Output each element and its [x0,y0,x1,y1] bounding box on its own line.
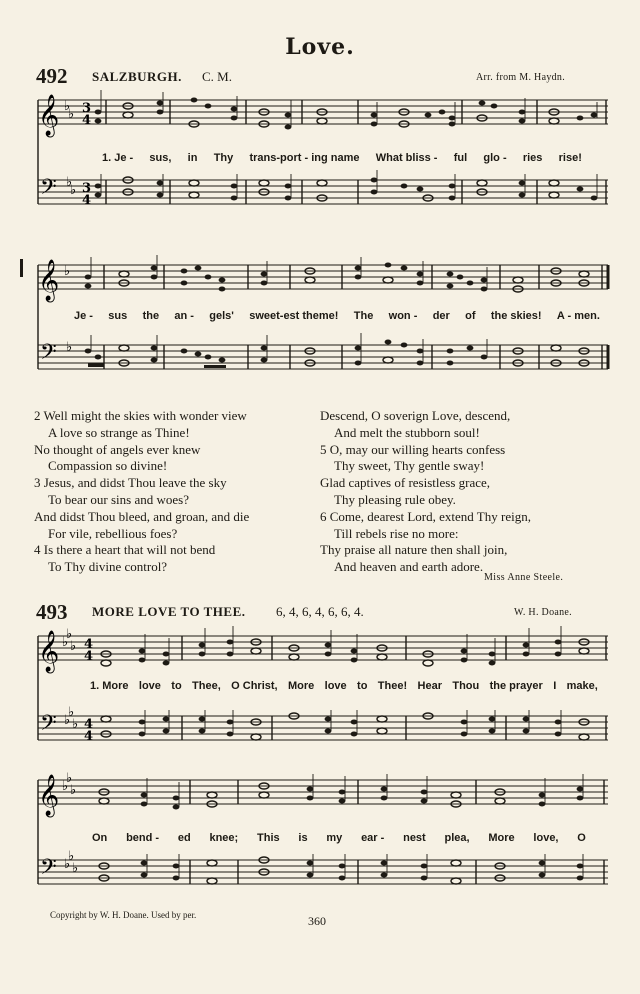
lyrics-492-line2 [74,310,600,322]
lyric-syllable: sweet-est theme! [249,310,339,322]
lyric-syllable: More [287,680,315,692]
lyric-syllable: ed [177,832,191,844]
lyric-syllable: to [171,680,182,692]
verse-line: No thought of angels ever knew [34,441,201,457]
svg-text:4: 4 [84,729,94,744]
lyric-syllable: A - men. [556,310,600,322]
lyric-syllable: is [298,832,308,844]
lyric-syllable: Thy [213,152,234,164]
svg-text:♭: ♭ [62,635,69,650]
svg-text:♭: ♭ [66,627,73,642]
section-title: Love. [285,34,355,60]
svg-text:♭: ♭ [66,340,73,355]
composer-492: Arr. from M. Haydn. [476,72,566,83]
lyric-syllable: trans-port - ing name [249,152,360,164]
svg-text:♭: ♭ [70,783,77,798]
svg-text:4: 4 [82,193,92,208]
verse-line: Descend, O soverign Love, descend, [320,408,511,423]
svg-text:♭: ♭ [72,861,79,876]
svg-text:♭: ♭ [64,99,71,114]
verse-line: Compassion so divine! [48,458,168,474]
verse-line: And didst Thou bleed, and groan, and die [34,508,250,524]
lyric-syllable: The [353,310,374,322]
verse-line: 2 Well might the skies with wonder view [34,408,247,423]
lyric-syllable: nest [403,832,426,844]
lyric-syllable: knee; [209,832,239,844]
svg-text:𝄢: 𝄢 [40,175,57,205]
lyric-syllable: sus, [149,152,172,164]
svg-text:♭: ♭ [68,849,75,864]
author-492: Miss Anne Steele. [484,572,564,583]
verse-line: To bear our sins and woes? [48,491,189,507]
verse-line: 6 Come, dearest Lord, extend Thy reign, [320,508,531,524]
verse-line: To Thy divine control? [48,559,168,575]
lyric-syllable: der [432,310,450,322]
svg-text:4: 4 [84,717,94,732]
composer-493: W. H. Doane. [514,607,572,618]
lyric-syllable: an - [174,310,194,322]
lyric-syllable: Thee! [377,680,408,692]
lyric-syllable: More [488,832,515,844]
lyric-syllable: the prayer [489,680,543,692]
lyric-syllable: Thou [452,680,480,692]
svg-text:♭: ♭ [62,779,69,794]
verse-line: 4 Is there a heart that will not bend [34,542,216,558]
tune-name-493: MORE LOVE TO THEE. [92,604,246,619]
copyright-notice: Copyright by W. H. Doane. Used by per. [50,910,197,920]
verses-492-right [320,408,531,576]
lyric-syllable: to [357,680,368,692]
lyric-syllable: the skies! [490,310,542,322]
page-number: 360 [308,914,326,928]
lyric-syllable: Hear [417,680,442,692]
music-system-493-1 [32,626,612,766]
svg-text:𝄞: 𝄞 [38,631,60,672]
lyric-syllable: I [553,680,557,692]
verse-line: For vile, rebellious foes? [48,525,178,541]
lyric-syllable: O Christ, [231,680,278,692]
lyric-syllable: What bliss - [375,152,438,164]
music-system-492-2 [32,255,612,395]
lyric-syllable: love [324,680,347,692]
svg-text:3: 3 [82,101,92,116]
lyric-syllable: 1. Je - [102,152,134,164]
verse-line: And heaven and earth adore. [334,559,484,575]
hymn-number-492: 492 [36,64,68,88]
lyric-syllable: ful [453,152,468,164]
lyric-syllable: Thee, [192,680,221,692]
svg-text:♭: ♭ [68,107,75,122]
svg-text:3: 3 [82,181,92,196]
svg-text:4: 4 [84,649,94,664]
verse-line: And melt the stubborn soul! [334,424,480,440]
svg-text:♭: ♭ [66,175,73,190]
svg-text:♭: ♭ [64,713,71,728]
lyric-syllable: of [465,310,476,322]
lyric-syllable: ear - [361,832,385,844]
svg-text:𝄞: 𝄞 [38,775,60,816]
svg-text:𝄞: 𝄞 [38,95,60,136]
lyric-syllable: bend - [126,832,160,844]
lyrics-493-line1 [90,680,598,692]
svg-text:𝄢: 𝄢 [40,340,57,370]
lyric-syllable: sus [108,310,128,322]
svg-text:♭: ♭ [70,183,77,198]
verse-line: Thy pleasing rule obey. [334,491,456,507]
svg-text:𝄞: 𝄞 [38,260,60,301]
lyrics-493-line2 [92,832,586,844]
lyric-syllable: O [577,832,586,844]
svg-text:♭: ♭ [72,717,79,732]
verse-line: A love so strange as Thine! [48,424,190,440]
svg-text:𝄢: 𝄢 [40,855,57,885]
meter-492: C. M. [202,69,232,84]
lyric-syllable: the [142,310,160,322]
hymn-number-493: 493 [36,600,68,624]
lyric-syllable: my [326,832,343,844]
svg-text:♭: ♭ [64,857,71,872]
lyric-syllable: On [92,832,108,844]
lyric-syllable: won - [388,310,418,322]
lyric-syllable: glo - [483,152,507,164]
verses-492-left [34,408,249,576]
svg-text:4: 4 [84,637,94,652]
svg-text:♭: ♭ [64,264,71,279]
lyric-syllable: make, [566,680,598,692]
lyric-syllable: This [257,832,280,844]
lyric-syllable: in [187,152,198,164]
lyric-syllable: ries [522,152,543,164]
svg-text:♭: ♭ [70,639,77,654]
verse-line: Till rebels rise no more: [334,525,459,541]
lyric-syllable: love [138,680,161,692]
lyric-syllable: rise! [558,152,582,164]
svg-text:♭: ♭ [66,771,73,786]
svg-text:4: 4 [82,113,92,128]
lyric-syllable: gels' [209,310,234,322]
lyrics-492-line1 [102,152,582,164]
tune-name-492: SALZBURGH. [92,69,182,84]
svg-text:𝄢: 𝄢 [40,711,57,741]
svg-text:♭: ♭ [68,705,75,720]
verse-line: Thy sweet, Thy gentle sway! [334,458,485,474]
lyric-syllable: love, [533,832,559,844]
lyric-syllable: plea, [444,832,470,844]
verse-line: Glad captives of resistless grace, [320,475,491,491]
verse-line: 5 O, may our willing hearts confess [320,441,506,457]
lyric-syllable: Je - [74,310,93,322]
lyric-syllable: 1. More [90,680,129,692]
verse-line: Thy praise all nature then shall join, [320,542,508,558]
meter-493: 6, 4, 6, 4, 6, 6, 4. [276,604,364,619]
verse-line: 3 Jesus, and didst Thou leave the sky [34,475,227,491]
